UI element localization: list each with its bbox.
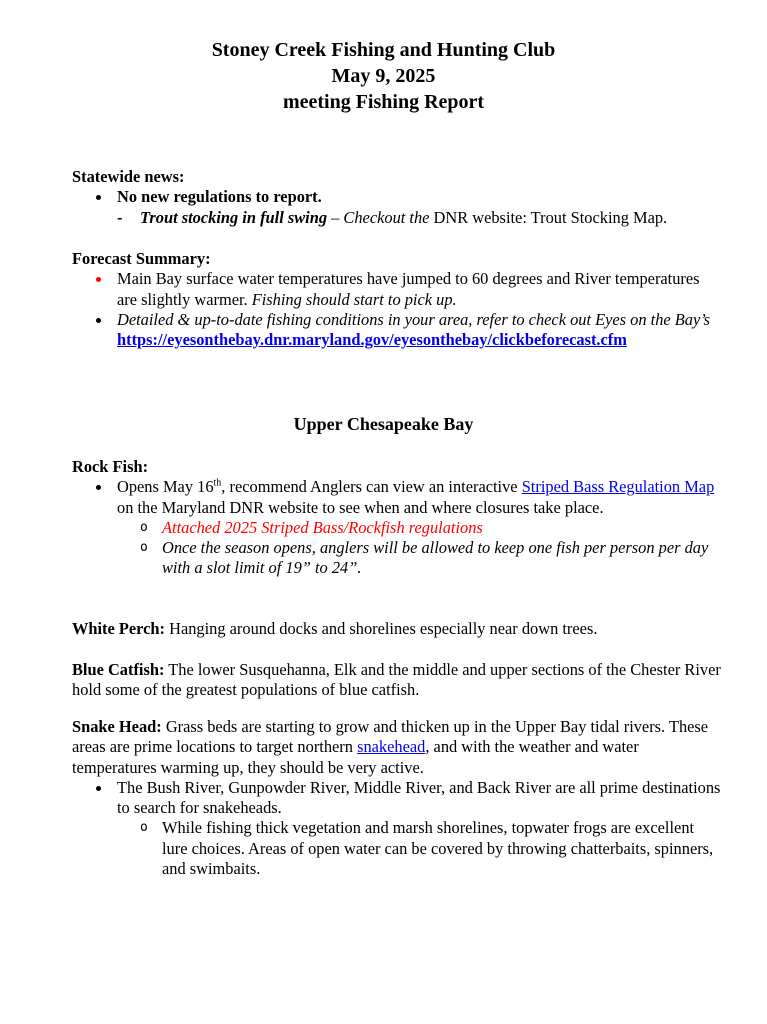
eyes-on-the-bay-link[interactable]: https://eyesonthebay.dnr.maryland.gov/eyesonthebay/clickbeforecast.cfm <box>117 330 627 350</box>
statewide-section <box>72 167 722 228</box>
snake-head-bullet: The Bush River, Gunpowder River, Middle River, and Back River are all prime destinations to search for snakeheads. <box>72 778 722 819</box>
rockfish-section <box>72 457 722 579</box>
bullet-dot <box>96 318 101 323</box>
white-perch-label: White Perch: <box>72 619 166 638</box>
snake-head-section: Snake Head: Grass beds are starting to grow and thicken up in the Upper Bay tidal rivers. These areas are prime locations to target northern snakehead, and with the weather and water temperatures warming up, they should be very active. The Bush River, Gunpowder River, Middle River, and Back River are all prime destinations to search for snakeheads. o While fishing thick vegetation and marsh shorelines, topwater frogs are excellent lure choices. Areas of open water can be covered by throwing chatterbaits, spinners, and swimbaits. <box>72 717 721 879</box>
statewide-sub-item: - Trout stocking in full swing – Checkout the DNR website: Trout Stocking Map. <box>117 207 668 227</box>
rockfish-heading: Rock Fish: <box>72 457 149 476</box>
forecast-bullet-2: Detailed & up-to-date fishing conditions in your area, refer to check out Eyes on the Bay’s https://eyesonthebay.dnr.maryland.gov/eyesonthebay/clickbeforecast.cfm <box>72 310 722 351</box>
bullet-dot <box>96 195 101 200</box>
rockfish-sub-1 <box>72 518 722 538</box>
forecast-section <box>72 249 722 350</box>
white-perch-section: White Perch: Hanging around docks and shorelines especially near down trees. <box>72 619 598 638</box>
regulations-attachment[interactable]: Attached 2025 Striped Bass/Rockfish regulations <box>162 517 483 537</box>
report-subtitle: meeting Fishing Report <box>282 91 485 113</box>
snake-head-sub: o While fishing thick vegetation and marsh shorelines, topwater frogs are excellent lure choices. Areas of open water can be covered by throwing chatterbaits, spinners, and swimbaits. <box>140 818 714 879</box>
snakehead-link[interactable]: snakehead <box>357 737 426 757</box>
report-title <box>0 37 767 115</box>
statewide-heading: Statewide news: <box>72 167 185 186</box>
bullet-dot <box>96 277 101 282</box>
bullet-dot <box>96 786 101 791</box>
bullet-dot <box>96 485 101 490</box>
blue-catfish-section: Blue Catfish: The lower Susquehanna, Elk and the middle and upper sections of the Chester River hold some of the greatest populations of blue catfish. <box>72 660 721 700</box>
rockfish-sub-2: o Once the season opens, anglers will be allowed to keep one fish per person per day with a slot limit of 19” to 24”. <box>140 538 709 578</box>
circle-marker: o <box>140 540 148 556</box>
circle-marker: o <box>140 820 148 836</box>
club-name: Stoney Creek Fishing and Hunting Club <box>211 39 556 61</box>
section-title: Upper Chesapeake Bay <box>293 414 474 434</box>
blue-catfish-label: Blue Catfish: <box>72 660 165 679</box>
rockfish-bullet: Opens May 16th, recommend Anglers can view an interactive Striped Bass Regulation Map on the Maryland DNR website to see when and where closures take place. <box>72 477 722 518</box>
report-date: May 9, 2025 <box>331 65 436 87</box>
statewide-bullet: No new regulations to report. <box>72 187 722 207</box>
striped-bass-map-link[interactable]: Striped Bass Regulation Map <box>521 477 715 497</box>
forecast-heading: Forecast Summary: <box>72 249 211 268</box>
snake-head-label: Snake Head: <box>72 717 162 736</box>
dash-marker: - <box>117 207 123 227</box>
forecast-bullet-1: Main Bay surface water temperatures have jumped to 60 degrees and River temperatures are slightly warmer. Fishing should start to pick up. <box>72 269 722 310</box>
circle-marker: o <box>140 519 148 535</box>
